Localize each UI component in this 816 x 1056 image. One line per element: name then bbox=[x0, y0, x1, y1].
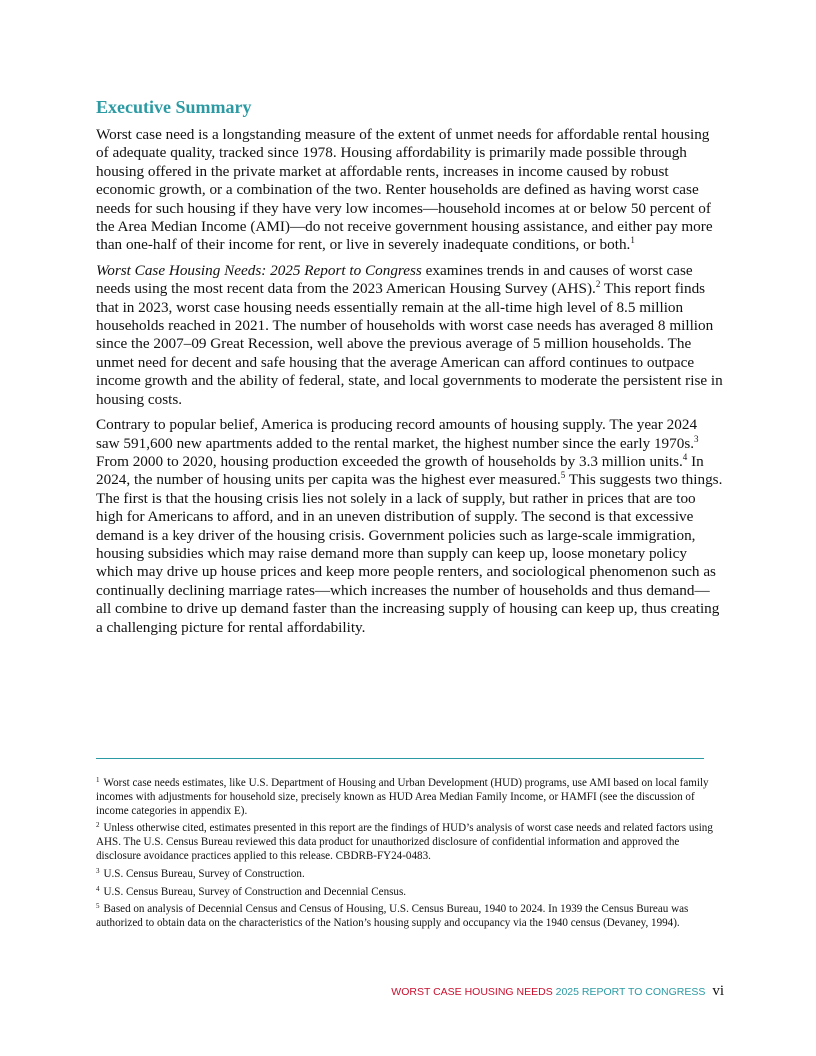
footnote-text: U.S. Census Bureau, Survey of Construction and Decennial Census. bbox=[103, 885, 407, 898]
footnote-ref-5[interactable]: 5 bbox=[560, 470, 566, 481]
paragraph-1-text: Worst case need is a longstanding measure of the extent of unmet needs for affordable rental housing of adequate quality, tracked since 1978. Housing affordability is primarily made possible through housing offered in the private market at affordable rents, increases in income caused by robust economic growth, or a combination of the two. Renter households are defined as having worst case needs for such housing if they have very low incomes—household incomes at or below 50 percent of the Area Median Income (AMI)—do not receive government housing assistance, and either pay more than one-half of their income for rent, or live in severely inadequate conditions, or both. bbox=[96, 126, 713, 254]
page-number: vi bbox=[712, 983, 724, 999]
page-footer bbox=[391, 983, 724, 1000]
paragraph-3-text-c: In 2024, the number of housing units per capita was the highest ever measured. bbox=[96, 452, 704, 489]
paragraph-1 bbox=[96, 126, 724, 255]
paragraph-3-text-d: This suggests two things. The first is that the housing crisis lies not solely in a lack of supply, but rather in prices that are too high for Americans to afford, and in an uneven distribution of supply. The second is that excessive demand is a key driver of the housing crisis. Government policies such as large-scale immigration, housing subsidies which may raise demand more than supply can keep up, loose monetary policy which may drive up house prices and keep more people renters, and sociological phenomenon such as continually declining marriage rates—which increases the number of households and thus demand—all combine to drive up demand faster than the increasing supply of housing can keep up, thus creating a challenging picture for rental affordability. bbox=[96, 471, 723, 636]
footnote-ref-3[interactable]: 3 bbox=[694, 433, 699, 444]
footnote-number: 1 bbox=[96, 776, 100, 784]
paragraph-3 bbox=[96, 416, 724, 637]
paragraph-3-text-a: Contrary to popular belief, America is producing record amounts of housing supply. The year 2024 saw 591,600 new apartments added to the rental market, the highest number since the early 1970s. bbox=[96, 416, 698, 452]
footnote-text: Unless otherwise cited, estimates presented in this report are the findings of HUD’s analysis of worst case needs and related factors using AHS. The U.S. Census Bureau reviewed this data product for unauthorized disclosure of confidential information and approved the disclosure avoidance practices applied to this release. CBDRB-FY24-0483. bbox=[96, 822, 713, 862]
footnote-number: 3 bbox=[96, 866, 100, 875]
paragraph-2-text-a: examines trends in and causes of worst case needs using the most recent data from the 2023 American Housing Survey (AHS). bbox=[96, 261, 693, 298]
footnote-ref-1[interactable]: 1 bbox=[630, 235, 635, 246]
footer-title-red: WORST CASE HOUSING NEEDS bbox=[391, 986, 553, 998]
footnote-text: Based on analysis of Decennial Census and Census of Housing, U.S. Census Bureau, 1940 to 2024. In 1939 the Census Bureau was authorized to obtain data on the characteristics of the Nation’s housing supply and occupancy via the 1940 census (Devaney, 1994). bbox=[96, 903, 689, 930]
footnote-5 bbox=[96, 903, 724, 931]
footnote-text: U.S. Census Bureau, Survey of Construction. bbox=[103, 867, 305, 880]
paragraph-3-text-b: From 2000 to 2020, housing production exceeded the growth of households by 3.3 million units. bbox=[96, 452, 683, 470]
footnote-number: 4 bbox=[96, 884, 100, 893]
report-title: Worst Case Housing Needs: 2025 Report to Congress bbox=[96, 261, 422, 279]
footnote-4 bbox=[96, 886, 724, 900]
footnote-text: Worst case needs estimates, like U.S. Department of Housing and Urban Development (HUD) programs, use AMI based on local family incomes with adjustments for household size, precisely known as HUD Area Median Family Income, or HAMFI (see the discussion of income categories in appendix E). bbox=[96, 777, 709, 817]
body-text bbox=[96, 126, 724, 644]
paragraph-2-text-b: This report finds that in 2023, worst case housing needs essentially remain at the all-time high level of 8.5 million households reached in 2021. The number of households with worst case needs has averaged 8 million since the 2007–09 Great Recession, well above the previous average of 5 million households. The unmet need for decent and safe housing that the average American can afford continues to outpace income growth and the ability of federal, state, and local governments to moderate the persistent rise in housing costs. bbox=[96, 280, 723, 408]
footer-title-teal: 2025 REPORT TO CONGRESS bbox=[555, 986, 706, 998]
footnote-1 bbox=[96, 777, 724, 818]
footnote-number: 5 bbox=[96, 902, 100, 911]
footnote-divider bbox=[96, 758, 704, 759]
footnote-3 bbox=[96, 868, 724, 882]
footnote-ref-2[interactable]: 2 bbox=[595, 279, 601, 290]
footnotes bbox=[96, 777, 724, 935]
footnote-ref-4[interactable]: 4 bbox=[682, 451, 688, 462]
paragraph-2 bbox=[96, 262, 724, 409]
footnote-2 bbox=[96, 822, 724, 863]
footnote-number: 2 bbox=[96, 821, 100, 830]
section-heading: Executive Summary bbox=[96, 97, 252, 117]
